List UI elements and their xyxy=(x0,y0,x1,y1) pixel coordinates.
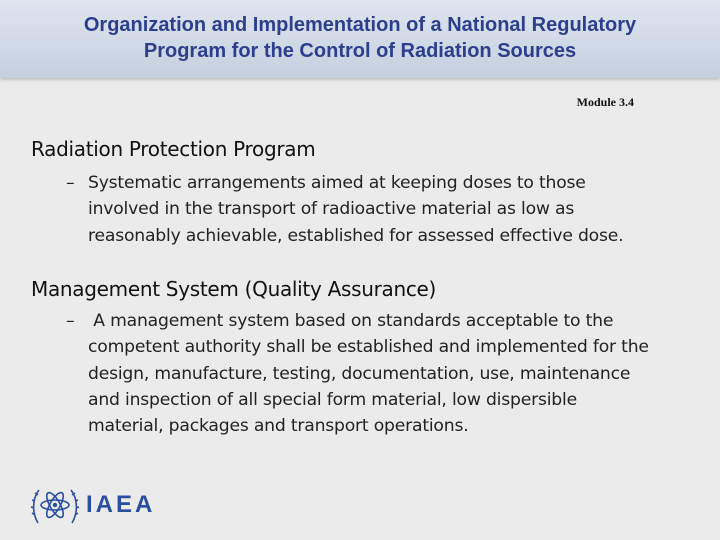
bullet-radiation-protection xyxy=(66,170,706,249)
dash-bullet: – xyxy=(66,311,75,331)
slide-header xyxy=(0,0,720,78)
section-heading-radiation-protection: Radiation Protection Program xyxy=(31,137,316,161)
bullet-text xyxy=(88,308,706,439)
iaea-logo xyxy=(30,483,160,529)
slide-title-line-1: Organization and Implementation of a National Regulatory xyxy=(83,14,637,36)
bullet-text xyxy=(88,170,706,249)
bullet-line: A management system based on standards acceptable to the xyxy=(88,311,614,331)
bullet-line: design, manufacture, testing, documentation, use, maintenance xyxy=(88,363,631,384)
module-label: Module 3.4 xyxy=(576,95,634,109)
section-heading-management-system: Management System (Quality Assurance) xyxy=(31,277,437,301)
slide-title xyxy=(0,12,720,64)
iaea-logo-text: IAEA xyxy=(86,491,156,518)
iaea-atom-emblem-icon xyxy=(30,483,80,529)
bullet-line: and inspection of all special form material, low dispersible xyxy=(88,389,577,410)
bullet-line: material, packages and transport operations. xyxy=(88,416,469,437)
dash-bullet: – xyxy=(66,173,75,193)
slide-title-line-2: Program for the Control of Radiation Sources xyxy=(143,40,577,62)
bullet-line: reasonably achievable, established for assessed effective dose. xyxy=(88,225,624,246)
bullet-line: involved in the transport of radioactive material as low as xyxy=(88,199,575,220)
bullet-line: competent authority shall be established and implemented for the xyxy=(88,337,649,358)
bullet-line: Systematic arrangements aimed at keeping doses to those xyxy=(88,173,586,193)
bullet-management-system xyxy=(66,308,706,439)
